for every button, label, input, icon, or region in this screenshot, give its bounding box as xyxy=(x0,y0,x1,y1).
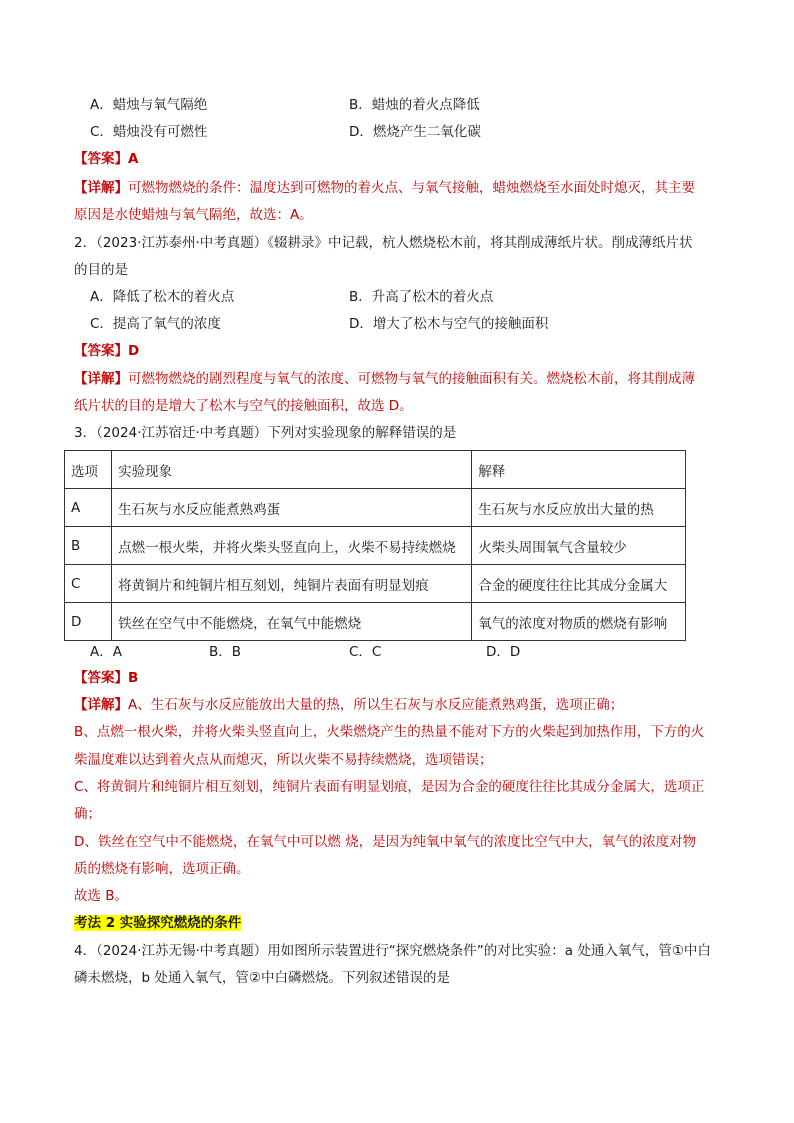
table-cell: 点燃一根火柴，并将火柴头竖直向上，火柴不易持续燃烧 xyxy=(112,527,472,565)
q1-option-a: A．蜡烛与氧气隔绝 xyxy=(90,97,208,113)
q2-answer xyxy=(74,341,139,361)
q1-option-d: D．燃烧产生二氧化碳 xyxy=(349,124,481,140)
q3-option-c: C．C xyxy=(349,644,382,660)
q2-option-a: A．降低了松木的着火点 xyxy=(90,289,235,305)
q2-detail-line2: 纸片状的目的是增大了松木与空气的接触面积，故选 D。 xyxy=(74,398,413,414)
detail-label: 【详解】 xyxy=(74,371,128,387)
table-cell: A xyxy=(65,489,112,527)
answer-label: 【答案】 xyxy=(74,670,128,686)
q3-detail-line5: 确； xyxy=(74,806,101,822)
table-cell: B xyxy=(65,527,112,565)
q3-option-d: D．D xyxy=(486,644,521,660)
table-row xyxy=(65,565,686,603)
table-header-row xyxy=(65,451,686,489)
detail-text: 可燃物燃烧的条件：温度达到可燃物的着火点、与氧气接触，蜡烛燃烧至水面处时熄灭，其主要 xyxy=(128,180,695,196)
q2-option-d: D．增大了松木与空气的接触面积 xyxy=(349,316,549,332)
q2-option-c: C．提高了氧气的浓度 xyxy=(90,316,221,332)
table-header-cell: 选项 xyxy=(65,451,112,489)
q1-option-b: B．蜡烛的着火点降低 xyxy=(349,97,480,113)
detail-label: 【详解】 xyxy=(74,697,128,713)
q4-stem-line1: 4．（2024·江苏无锡·中考真题）用如图所示装置进行“探究燃烧条件”的对比实验：a 处通入氧气，管①中白 xyxy=(74,943,711,959)
table-cell: 合金的硬度往往比其成分金属大 xyxy=(472,565,686,603)
table-cell: 生石灰与水反应放出大量的热 xyxy=(472,489,686,527)
section-heading xyxy=(74,913,241,933)
q4-stem-line2: 磷未燃烧，b 处通入氧气，管②中白磷燃烧。下列叙述错误的是 xyxy=(74,970,450,986)
table-cell: 生石灰与水反应能煮熟鸡蛋 xyxy=(112,489,472,527)
q3-option-a: A．A xyxy=(90,644,122,660)
q3-detail-line4: C、将黄铜片和纯铜片相互刻划，纯铜片表面有明显划痕，是因为合金的硬度往往比其成分金属大，选项正 xyxy=(74,779,705,795)
detail-text: A、生石灰与水反应能放出大量的热，所以生石灰与水反应能煮熟鸡蛋，选项正确； xyxy=(128,697,624,713)
table-cell: 火柴头周围氧气含量较少 xyxy=(472,527,686,565)
q2-stem-line1: 2．（2023·江苏泰州·中考真题）《辍耕录》中记载，杭人燃烧松木前，将其削成薄纸片状。削成薄纸片状 xyxy=(74,235,693,251)
experiment-table xyxy=(64,450,686,641)
table-row xyxy=(65,603,686,641)
answer-value: A xyxy=(128,151,139,167)
answer-label: 【答案】 xyxy=(74,151,128,167)
q1-answer xyxy=(74,149,138,169)
answer-value: D xyxy=(128,343,140,359)
answer-label: 【答案】 xyxy=(74,343,128,359)
q3-detail-line8: 故选 B。 xyxy=(74,888,129,904)
table-header-cell: 解释 xyxy=(472,451,686,489)
table-cell: C xyxy=(65,565,112,603)
table-cell: 将黄铜片和纯铜片相互刻划，纯铜片表面有明显划痕 xyxy=(112,565,472,603)
q3-detail-line2: B、点燃一根火柴，并将火柴头竖直向上，火柴燃烧产生的热量不能对下方的火柴起到加热作用，下方的火 xyxy=(74,724,705,740)
table-header-cell: 实验现象 xyxy=(112,451,472,489)
q2-stem-line2: 的目的是 xyxy=(74,262,128,278)
q1-detail-line1 xyxy=(74,178,695,198)
q3-option-b: B．B xyxy=(209,644,242,660)
q3-detail-line7: 质的燃烧有影响，选项正确。 xyxy=(74,861,250,877)
q3-stem: 3．（2024·江苏宿迁·中考真题）下列对实验现象的解释错误的是 xyxy=(74,425,457,441)
table-row xyxy=(65,527,686,565)
table-cell: 铁丝在空气中不能燃烧，在氧气中能燃烧 xyxy=(112,603,472,641)
q2-option-b: B．升高了松木的着火点 xyxy=(349,289,494,305)
q2-detail-line1 xyxy=(74,369,695,389)
section-label: 考法 2 实验探究燃烧的条件 xyxy=(74,915,242,931)
q3-detail-line3: 柴温度难以达到着火点从而熄灭，所以火柴不易持续燃烧，选项错误； xyxy=(74,752,493,768)
q3-detail-line6: D、铁丝在空气中不能燃烧，在氧气中可以燃 烧，是因为纯氧中氧气的浓度比空气中大，氧气的浓度对物 xyxy=(74,834,697,850)
q3-answer xyxy=(74,668,138,688)
detail-label: 【详解】 xyxy=(74,180,128,196)
detail-text: 可燃物燃烧的剧烈程度与氧气的浓度、可燃物与氧气的接触面积有关。燃烧松木前，将其削成薄 xyxy=(128,371,695,387)
q1-detail-line2: 原因是水使蜡烛与氧气隔绝，故选：A。 xyxy=(74,207,313,223)
q1-option-c: C．蜡烛没有可燃性 xyxy=(90,124,208,140)
answer-value: B xyxy=(128,670,139,686)
q3-detail-line1 xyxy=(74,695,623,715)
table-row xyxy=(65,489,686,527)
table-cell: 氧气的浓度对物质的燃烧有影响 xyxy=(472,603,686,641)
table-cell: D xyxy=(65,603,112,641)
